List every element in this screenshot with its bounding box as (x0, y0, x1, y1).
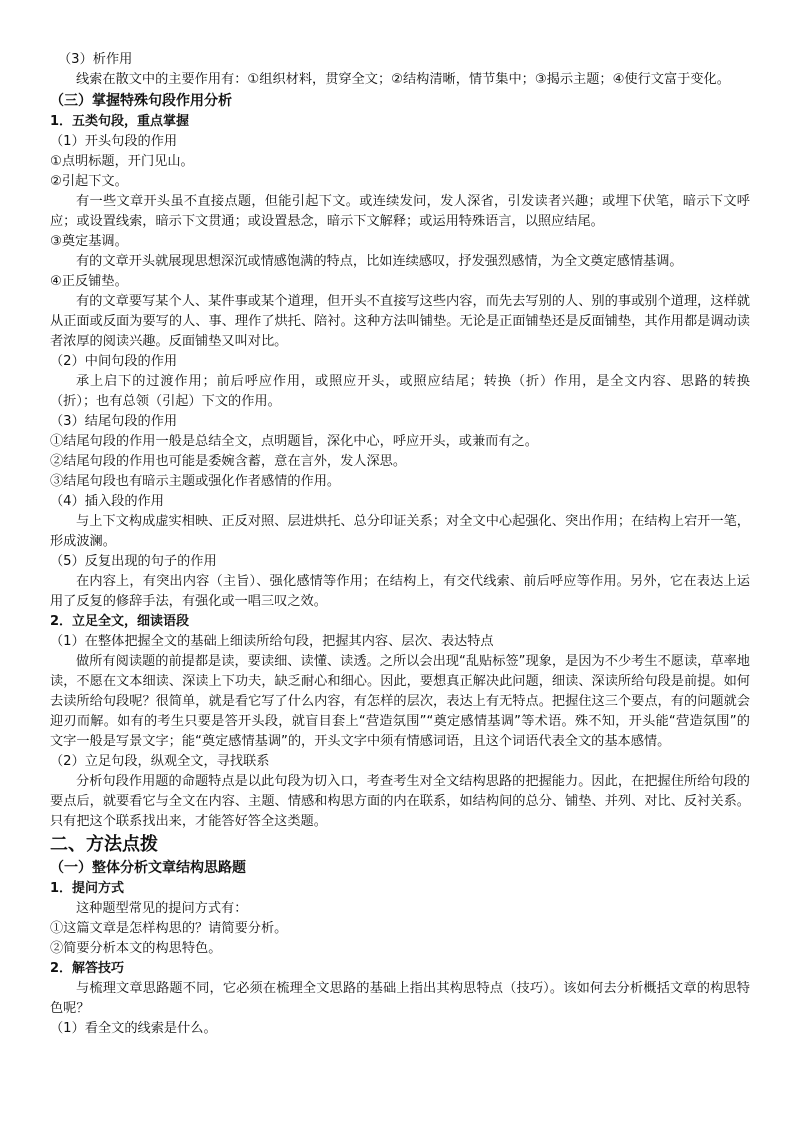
paragraph: 有的文章要写某个人、某件事或某个道理，但开头不直接写这些内容，而先去写别的人、别的事或别个道理，这样就从正面或反面为要写的人、事、理作了烘托、陪衬。这种方法叫铺垫。无论是正面铺垫还是反面铺垫，其作用都是调动读者浓厚的阅读兴趣。反面铺垫又叫对比。 (50, 294, 750, 349)
subheading: （1）开头句段的作用 (50, 134, 178, 149)
document-body (50, 50, 750, 1039)
paragraph: 与上下文构成虚实相映、正反对照、层进烘托、总分印证关系；对全文中心起强化、突出作用；在结构上宕开一笔，形成波澜。 (50, 514, 750, 549)
list-item: ①结尾句段的作用一般是总结全文，点明题旨，深化中心，呼应开头，或兼而有之。 (50, 434, 538, 449)
section-heading: （三）掌握特殊句段作用分析 (50, 93, 232, 109)
subheading: （3）结尾句段的作用 (50, 414, 178, 429)
subheading: （2）中间句段的作用 (50, 354, 178, 369)
heading: 1．五类句段，重点掌握 (50, 114, 190, 129)
paragraph: 分析句段作用题的命题特点是以此句段为切入口，考查考生对全文结构思路的把握能力。因此，在把握住所给句段的要点后，就要看它与全文在内容、主题、情感和构思方面的内在联系，如结构间的总分、铺垫、并列、对比、反衬关系。只有把这个联系找出来，才能答好答全这类题。 (50, 774, 750, 829)
main-heading: 二、方法点拨 (50, 834, 158, 855)
paragraph: 有一些文章开头虽不直接点题，但能引起下文。或连续发问，发人深省，引发读者兴趣；或埋下伏笔，暗示下文呼应；或设置线索，暗示下文贯通；或设置悬念，暗示下文解释；或运用特殊语言，以照应结尾。 (50, 194, 750, 229)
paragraph: 与梳理文章思路题不同，它必须在梳理全文思路的基础上指出其构思特点（技巧）。该如何去分析概括文章的构思特色呢？ (50, 981, 750, 1016)
heading: 1．提问方式 (50, 881, 125, 896)
paragraph: 在内容上，有突出内容（主旨）、强化感情等作用；在结构上，有交代线索、前后呼应等作用。另外，它在表达上运用了反复的修辞手法，有强化或一唱三叹之效。 (50, 574, 750, 609)
section-heading: （一）整体分析文章结构思路题 (50, 860, 246, 876)
paragraph: 线索在散文中的主要作用有：①组织材料，贯穿全文；②结构清晰，情节集中；③揭示主题；④使行文富于变化。 (76, 72, 730, 87)
paragraph: 承上启下的过渡作用；前后呼应作用，或照应开头，或照应结尾；转换（折）作用，是全文内容、思路的转换（折）；也有总领（引起）下文的作用。 (50, 374, 750, 409)
list-item: ②引起下文。 (50, 174, 128, 189)
subheading: （1）在整体把握全文的基础上细读所给句段，把握其内容、层次、表达特点 (50, 634, 494, 649)
subheading: （4）插入段的作用 (50, 494, 164, 509)
paragraph: 这种题型常见的提问方式有： (76, 901, 248, 916)
paragraph: 有的文章开头就展现思想深沉或情感饱满的特点，比如连续感叹，抒发强烈感情，为全文奠定感情基调。 (76, 254, 683, 269)
list-item: ①这篇文章是怎样构思的？请简要分析。 (50, 921, 288, 936)
heading: 2．解答技巧 (50, 961, 125, 976)
list-item: ①点明标题，开门见山。 (50, 154, 194, 169)
list-item: ②结尾句段的作用也可能是委婉含蓄，意在言外，发人深思。 (50, 454, 407, 469)
list-item: ③奠定基调。 (50, 234, 128, 249)
list-item: ③结尾句段也有暗示主题或强化作者感情的作用。 (50, 474, 341, 489)
list-item: ④正反铺垫。 (50, 274, 128, 289)
paragraph: 做所有阅读题的前提都是读，要读细、读懂、读透。之所以会出现“乱贴标签”现象，是因为不少考生不愿读，草率地读，不愿在文本细读、深读上下功夫，缺乏耐心和细心。因此，要想真正解决此问题，细读、深读所给句段是前提。如何去读所给句段呢？很简单，就是看它写了什么内容，有怎样的层次，表达上有无特点。把握住这三个要点，有的问题就会迎刃而解。如有的考生只要是答开头段，就盲目套上“营造氛围”“奠定感情基调”等术语。殊不知，开头能“营造氛围”的文字一般是写景文字；能“奠定感情基调”的，开头文字中须有情感词语，且这个词语代表全文的基本感情。 (50, 654, 750, 749)
subheading: （5）反复出现的句子的作用 (50, 554, 217, 569)
subheading: （1）看全文的线索是什么。 (50, 1021, 217, 1036)
list-item: ②简要分析本文的构思特色。 (50, 941, 222, 956)
heading: 2．立足全文，细读语段 (50, 614, 190, 629)
subheading: （2）立足句段，纵观全文，寻找联系 (50, 754, 270, 769)
subheading: （3）析作用 (58, 52, 133, 67)
